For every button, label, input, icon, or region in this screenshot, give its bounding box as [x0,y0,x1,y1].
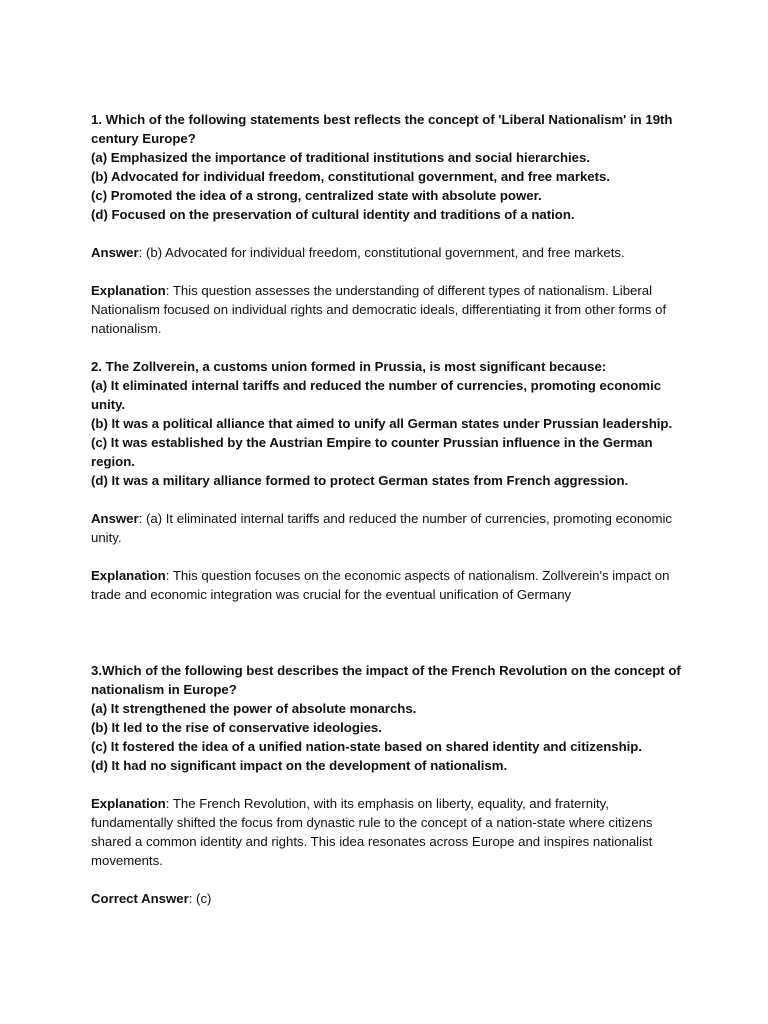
explanation-text: : This question focuses on the economic aspects of nationalism. Zollverein's impact on trade and economic integration was crucial for the eventual unification of Germany [91,568,670,602]
explanation-text: : This question assesses the understanding of different types of nationalism. Liberal Nationalism focused on individual rights and democratic ideals, differentiating it from other forms of nationalism. [91,283,667,336]
explanation-label: Explanation [91,568,166,583]
question-3-explanation [91,794,691,870]
question-1-option-c: (c) Promoted the idea of a strong, centralized state with absolute power. [91,188,542,203]
answer-label: Answer [91,245,139,260]
question-1-option-b: (b) Advocated for individual freedom, constitutional government, and free markets. [91,169,611,184]
question-1 [91,110,691,224]
question-1-option-d: (d) Focused on the preservation of cultural identity and traditions of a nation. [91,207,575,222]
explanation-label: Explanation [91,283,166,298]
document-page [91,110,691,908]
question-3-option-b: (b) It led to the rise of conservative ideologies. [91,720,382,735]
question-1-answer [91,243,691,262]
answer-label: Answer [91,511,139,526]
question-3-option-d: (d) It had no significant impact on the development of nationalism. [91,758,508,773]
answer-text: : (b) Advocated for individual freedom, constitutional government, and free markets. [138,245,625,260]
question-3-answer [91,889,691,908]
question-1-stem: 1. Which of the following statements best reflects the concept of 'Liberal Nationalism' in 19th century Europe? [91,112,673,146]
explanation-text: : The French Revolution, with its emphasis on liberty, equality, and fraternity, fundamentally shifted the focus from dynastic rule to the concept of a nation-state where citizens shared a common identity and rights. This idea resonates across Europe and inspires nationalist movements. [91,796,653,868]
question-2-explanation [91,566,691,604]
answer-text: : (c) [188,891,212,906]
question-2-option-c: (c) It was established by the Austrian Empire to counter Prussian influence in the German region. [91,435,653,469]
explanation-label: Explanation [91,796,166,811]
answer-label: Correct Answer [91,891,189,906]
question-2-stem: 2. The Zollverein, a customs union formed in Prussia, is most significant because: [91,359,607,374]
question-3-option-a: (a) It strengthened the power of absolute monarchs. [91,701,417,716]
question-1-explanation [91,281,691,338]
question-2-answer [91,509,691,547]
answer-text: : (a) It eliminated internal tariffs and reduced the number of currencies, promoting economic unity. [91,511,673,545]
question-3 [91,661,691,775]
question-2-option-a: (a) It eliminated internal tariffs and reduced the number of currencies, promoting economic unity. [91,378,662,412]
question-3-option-c: (c) It fostered the idea of a unified nation-state based on shared identity and citizenship. [91,739,643,754]
question-2 [91,357,691,490]
question-2-option-b: (b) It was a political alliance that aimed to unify all German states under Prussian leadership. [91,416,673,431]
question-1-option-a: (a) Emphasized the importance of traditional institutions and social hierarchies. [91,150,591,165]
question-3-stem: 3.Which of the following best describes the impact of the French Revolution on the concept of nationalism in Europe? [91,663,681,697]
question-2-option-d: (d) It was a military alliance formed to protect German states from French aggression. [91,473,629,488]
